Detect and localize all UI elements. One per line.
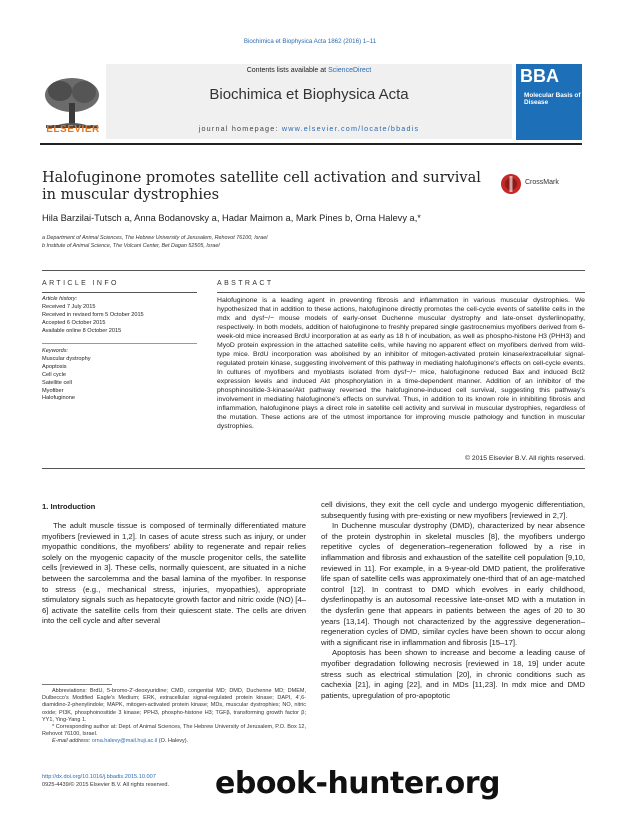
history-item: Available online 8 October 2015	[42, 327, 122, 334]
journal-reference[interactable]: Biochimica et Biophysica Acta 1862 (2016) 1–11	[243, 38, 377, 45]
info-rule	[42, 292, 197, 293]
keyword-item: Cell cycle	[42, 371, 66, 378]
footnotes	[42, 688, 306, 746]
doi-link[interactable]: http://dx.doi.org/10.1016/j.bbadis.2015.10.007	[42, 774, 156, 780]
history-item: Received 7 July 2015	[42, 303, 96, 310]
intro-right-column	[321, 500, 585, 701]
history-item: Received in revised form 5 October 2015	[42, 311, 144, 318]
keyword-item: Apoptosis	[42, 363, 67, 370]
article-history	[42, 296, 202, 336]
abstract-rule	[217, 292, 585, 293]
journal-title: Biochimica et Biophysica Acta	[209, 86, 409, 103]
keywords-rule	[42, 343, 197, 344]
keyword-item: Satellite cell	[42, 379, 72, 386]
keywords	[42, 348, 202, 403]
history-item: Accepted 6 October 2015	[42, 319, 106, 326]
issn-line: 0925-4439/© 2015 Elsevier B.V. All rights reserved.	[42, 781, 170, 788]
article-title: Halofuginone promotes satellite cell activation and survival in muscular dystrophies	[42, 170, 481, 203]
affiliation-a: a Department of Animal Sciences, The Hebrew University of Jerusalem, Rehovot 76100, Israel	[42, 235, 268, 241]
body-paragraph: Apoptosis has been shown to increase and become a leading cause of myofiber degradation following necrosis [reviewed in 18, 19] under acute stress such as electrical stimulation [20], in chronic conditions such as cachexia [21], in aging [22], and in MDs [11,23]. In mdx mice and DMD patients, upregulation of pro-apoptotic	[321, 648, 585, 700]
crossmark-icon	[500, 173, 522, 195]
keywords-label: Keywords:	[42, 348, 69, 354]
journal-cover-thumbnail[interactable]	[516, 64, 582, 140]
homepage-prefix: journal homepage:	[198, 124, 282, 133]
article-info-rule	[42, 270, 585, 271]
crossmark-label: CrossMark	[525, 179, 559, 186]
abstract-bottom-rule	[42, 468, 585, 469]
keyword-item: Halofuginone	[42, 395, 75, 402]
sciencedirect-link[interactable]: ScienceDirect	[328, 67, 372, 74]
body-paragraph: The adult muscle tissue is composed of terminally differentiated mature myofibers [reviewed in 1,2]. In cases of acute stress such as injury, or under myopathic conditions, the myofibers' ability to regenerate and repair relies solely on the myogenic capacity of the muscle progenitor cells, the satellite cells [reviewed in 3]. These cells, normally quiescent, are situated in a niche between the sarcolemma and the basal lamina of the myofiber. In response to stress (e.g., mechanical stress, injuries, myopathies), appropriate stimulatory signals such as hepatocyte growth factor and nitric oxide (NO) [4–6] activate the satellite cells from their quiescent state. The cells are driven into the cell cycle and after several	[42, 521, 306, 626]
watermark-text: ebook-hunter.org	[215, 766, 500, 801]
intro-left-column	[42, 521, 306, 627]
corresponding-author-footnote: * Corresponding author at: Dept. of Animal Sciences, The Hebrew University of Jerusalem, P.O. Box 12, Rehovot 76100, Israel.	[42, 724, 306, 738]
contents-line	[106, 67, 512, 74]
body-paragraph: cell divisions, they exit the cell cycle and undergo myogenic differentiation, subsequently fusing with pre-existing or new myofibers [reviewed in 2,7].	[321, 500, 585, 520]
abstract-copyright: © 2015 Elsevier B.V. All rights reserved.	[465, 455, 585, 462]
abstract-text: Halofuginone is a leading agent in preventing fibrosis and inflammation in various muscular dystrophies. We hypothesized that in addition to these actions, halofuginone directly promotes the cell-cycle events of satellite cells in the mdx and dysf−/− mouse models of early-onset Duchenne muscular dystrophy and late-onset dysferlinopathy, respectively. In both models, addition of halofuginone to freshly prepared single gastrocnemius myofibers derived from 6-week-old mice increased BrdU incorporation at as early as 18 h of incubation, as well as phospho-histone H3 (PHH3) and MyoD protein expression in the attached satellite cells, while having no apparent effect on myofibers derived from wild-type mice. BrdU incorporation was abolished by an inhibitor of mitogen-activated protein kinase/extracellular signal-regulated protein kinase, suggesting involvement of this pathway in mediating halofuginone's effects on cell-cycle events. In cultures of myofibers and myoblasts isolated from dysf−/− mice, halofuginone reduced Bax and induced Bcl2 expression levels and induced Akt phosphorylation in a time-dependent manner. Addition of an inhibitor of the phosphinositide-3-kinase/Akt pathway reversed the halofuginone-induced cell survival, suggesting this pathway's involvement in mediating halofuginone's effects on survival. Thus, in addition to its known role in inhibiting fibrosis and inflammation, halofuginone plays a direct role in satellite cell activity and survival in muscular dystrophies, regardless of the mutation. These actions are of the utmost importance for improving muscle pathology and function in muscular dystrophies.	[217, 297, 585, 430]
cover-title: BBA	[520, 66, 559, 86]
email-label: E-mail address:	[52, 738, 92, 745]
footnote-rule	[42, 684, 112, 685]
affiliation-b: b Institute of Animal Science, The Volcani Center, Bet Dagan 52505, Israel	[42, 243, 220, 249]
section-heading-introduction: 1. Introduction	[42, 502, 96, 511]
author-list: Hila Barzilai-Tutsch a, Anna Bodanovsky a, Hadar Maimon a, Mark Pines b, Orna Halevy a,*	[42, 213, 421, 223]
cover-subtitle: Molecular Basis of Disease	[524, 92, 581, 107]
author-email-link[interactable]: orna.halevy@mail.huji.ac.il	[91, 738, 158, 745]
journal-homepage	[106, 124, 512, 133]
abbreviations-footnote: Abbreviations: BrdU, 5-bromo-2'-deoxyuridine; CMD, congenital MD; DMD, Duchenne MD; DMEM, Dulbecco's Modified Eagle's Medium; ERK, extracellular signal-regulated protein kinase; DAPI, 4',6-diamidino-2-phenylindole; MAPK, mitogen-activated protein kinase; MDs, muscular dystrophies; NO, nitric oxide; PI3K, phosphoinositide 3 kinase; PPH3, phospho-histone H3; TGFβ, transforming growth factor β; YY1, Ying-Yang 1.	[42, 688, 306, 723]
header-rule	[40, 143, 582, 145]
doi-line	[42, 774, 169, 789]
keyword-item: Myofiber	[42, 387, 64, 394]
article-info-heading: ARTICLE INFO	[42, 280, 119, 287]
email-suffix: (O. Halevy).	[157, 738, 189, 745]
elsevier-wordmark: ELSEVIER	[46, 124, 100, 135]
homepage-link[interactable]: www.elsevier.com/locate/bbadis	[281, 124, 420, 133]
body-paragraph: In Duchenne muscular dystrophy (DMD), characterized by near absence of the protein dystrophin in skeletal muscles [8], the myofibers undergo repetitive cycles of degeneration–regeneration followed by a rise in inflammation and fibrosis and exhaustion of the satellite cell population [9,10, reviewed in 11]. For example, in a 9-year-old DMD patient, the proliferative life span of satellite cells was approximately one-third that of an age-matched control [12]. In contrast to DMD which evolves in early childhood, dysferlinopathy is an autosomal recessive late-onset MD with a mutation in the dysferlin gene that appears in patients between the ages of 20 to 30 years [13,14]. Though not characterized by the aggressive degeneration–regeneration cycles of DMD, similar cycles have been shown to occur along with a significant rise in inflammation and fibrosis [15–17].	[321, 521, 585, 647]
abstract-heading: ABSTRACT	[217, 280, 274, 287]
email-footnote	[42, 738, 306, 745]
contents-prefix: Contents lists available at	[246, 67, 329, 74]
crossmark-badge[interactable]	[500, 173, 582, 195]
history-label: Article history:	[42, 296, 78, 302]
keyword-item: Muscular dystrophy	[42, 355, 91, 362]
